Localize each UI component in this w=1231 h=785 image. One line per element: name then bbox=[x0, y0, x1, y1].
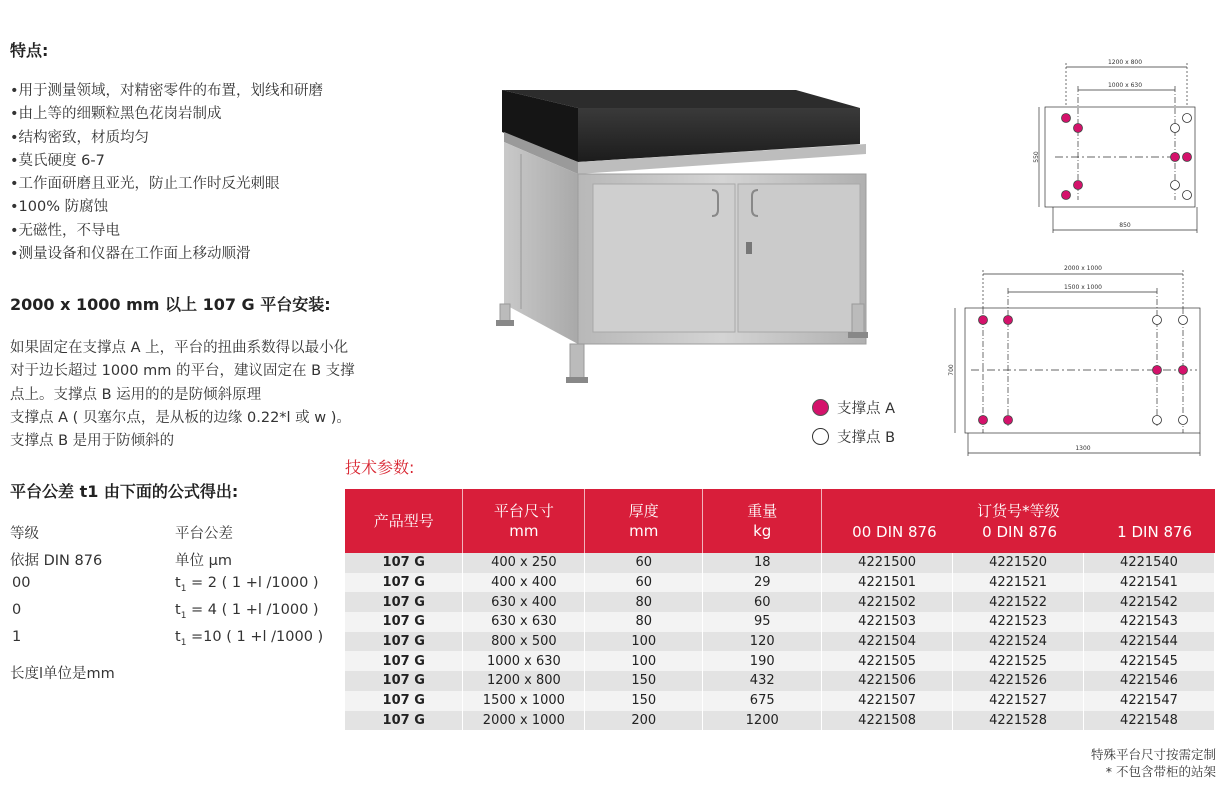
table-cell: 107 G bbox=[345, 711, 463, 731]
tolerance-head-standard: 依据 DIN 876 bbox=[10, 553, 103, 569]
table-cell: 4221525 bbox=[953, 651, 1084, 671]
table-cell: 630 x 400 bbox=[463, 592, 585, 612]
install-line: 对于边长超过 1000 mm 的平台，建议固定在 B 支撑 bbox=[10, 363, 355, 380]
table-cell: 4221502 bbox=[822, 592, 953, 612]
install-text bbox=[10, 337, 400, 453]
table-cell: 4221503 bbox=[822, 612, 953, 632]
table-cell: 80 bbox=[585, 592, 703, 612]
table-row bbox=[345, 553, 1215, 573]
table-cell: 400 x 400 bbox=[463, 573, 585, 593]
legend-support-b bbox=[812, 426, 895, 447]
dim-bottom-label: 1300 bbox=[1075, 445, 1091, 452]
dim-height-label: 700 bbox=[948, 364, 955, 376]
table-cell: 4221545 bbox=[1084, 651, 1215, 671]
install-line: 支撑点 B 是用于防倾斜的 bbox=[10, 433, 175, 450]
table-cell: 60 bbox=[703, 592, 822, 612]
table-cell: 800 x 500 bbox=[463, 632, 585, 652]
custom-size-note: 特殊平台尺寸按需定制 bbox=[1090, 747, 1216, 762]
feature-item: •莫氏硬度 6-7 bbox=[10, 152, 105, 169]
table-cell: 4221505 bbox=[822, 651, 953, 671]
table-cell: 4221501 bbox=[822, 573, 953, 593]
table-cell: 4221521 bbox=[953, 573, 1084, 593]
table-cell: 4221527 bbox=[953, 691, 1084, 711]
features-list bbox=[10, 80, 323, 266]
table-cell: 150 bbox=[585, 671, 703, 691]
feature-item: •无磁性，不导电 bbox=[10, 222, 121, 239]
support-a-dot-icon bbox=[812, 399, 829, 416]
dim-outer-label: 2000 x 1000 bbox=[1064, 265, 1102, 272]
table-cell: 4221508 bbox=[822, 711, 953, 731]
table-cell: 18 bbox=[703, 553, 822, 573]
feature-item: •100% 防腐蚀 bbox=[10, 199, 109, 216]
table-cell: 107 G bbox=[345, 691, 463, 711]
legend-label: 支撑点 A bbox=[837, 401, 896, 417]
table-cell: 200 bbox=[585, 711, 703, 731]
tolerance-formula: $t_1 =10$ ( 1 +l /1000 ) bbox=[175, 629, 324, 648]
table-cell: 4221543 bbox=[1084, 612, 1215, 632]
table-cell: 4221523 bbox=[953, 612, 1084, 632]
table-cell: 1200 x 800 bbox=[463, 671, 585, 691]
table-row bbox=[345, 691, 1215, 711]
table-cell: 190 bbox=[703, 651, 822, 671]
dim-height-label: 550 bbox=[1033, 151, 1040, 163]
tolerance-title: 平台公差 t1 由下面的公式得出: bbox=[10, 482, 239, 501]
table-row bbox=[345, 592, 1215, 612]
table-row bbox=[345, 711, 1215, 731]
feature-item: •结构密致，材质均匀 bbox=[10, 129, 150, 146]
table-cell: 4221506 bbox=[822, 671, 953, 691]
table-cell: 107 G bbox=[345, 573, 463, 593]
table-row bbox=[345, 671, 1215, 691]
header-thickness: 厚度 mm bbox=[585, 489, 703, 553]
install-title: 2000 x 1000 mm 以上 107 G 平台安装: bbox=[10, 295, 331, 314]
feature-item: •用于测量领域，对精密零件的布置，划线和研磨 bbox=[10, 83, 324, 99]
header-order-number bbox=[822, 489, 1215, 553]
table-cell: 4221507 bbox=[822, 691, 953, 711]
table-cell: 107 G bbox=[345, 632, 463, 652]
table-cell: 100 bbox=[585, 651, 703, 671]
features-title: 特点: bbox=[10, 41, 49, 60]
tech-title: 技术参数: bbox=[345, 458, 415, 477]
install-line: 点上。支撑点 B 运用的的是防倾斜原理 bbox=[10, 386, 262, 403]
install-line: 如果固定在支撑点 A 上，平台的扭曲系数得以最小化 bbox=[10, 340, 349, 356]
table-cell: 4221547 bbox=[1084, 691, 1215, 711]
table-cell: 80 bbox=[585, 612, 703, 632]
tolerance-grade: 1 bbox=[12, 629, 22, 645]
table-cell: 107 G bbox=[345, 592, 463, 612]
tolerance-head-unit: 单位 µm bbox=[175, 553, 232, 569]
tolerance-head-grade: 等级 bbox=[10, 526, 39, 542]
table-cell: 120 bbox=[703, 632, 822, 652]
support-b-dot-icon bbox=[812, 428, 829, 445]
feature-item: •由上等的细颗粒黑色花岗岩制成 bbox=[10, 106, 222, 123]
table-cell: 4221542 bbox=[1084, 592, 1215, 612]
table-cell: 1000 x 630 bbox=[463, 651, 585, 671]
table-row bbox=[345, 573, 1215, 593]
table-cell: 107 G bbox=[345, 553, 463, 573]
tolerance-formula: $t_1 = 4$ ( 1 +l /1000 ) bbox=[175, 602, 319, 621]
spec-table bbox=[345, 489, 1215, 730]
table-cell: 107 G bbox=[345, 651, 463, 671]
table-cell: 100 bbox=[585, 632, 703, 652]
stand-excluded-note: * 不包含带柜的站架 bbox=[1105, 764, 1216, 779]
table-cell: 4221520 bbox=[953, 553, 1084, 573]
table-cell: 630 x 630 bbox=[463, 612, 585, 632]
support-diagram-small bbox=[1025, 55, 1205, 235]
table-cell: 60 bbox=[585, 573, 703, 593]
grade-1-label: 1 DIN 876 bbox=[1117, 523, 1193, 541]
table-cell: 29 bbox=[703, 573, 822, 593]
header-size: 平台尺寸 mm bbox=[463, 489, 585, 553]
support-diagram-large bbox=[935, 260, 1205, 460]
feature-item: •工作面研磨且亚光，防止工作时反光刺眼 bbox=[10, 176, 280, 193]
tolerance-grade: 0 bbox=[12, 602, 22, 618]
table-cell: 4221544 bbox=[1084, 632, 1215, 652]
table-cell: 4221540 bbox=[1084, 553, 1215, 573]
legend-support-a bbox=[812, 397, 895, 418]
table-cell: 4221522 bbox=[953, 592, 1084, 612]
table-cell: 107 G bbox=[345, 671, 463, 691]
header-weight: 重量 kg bbox=[703, 489, 822, 553]
dim-outer-label: 1200 x 800 bbox=[1107, 59, 1143, 66]
dim-bottom-label: 850 bbox=[1119, 222, 1131, 229]
table-cell: 4221524 bbox=[953, 632, 1084, 652]
dim-inner-label: 1500 x 1000 bbox=[1064, 284, 1102, 291]
feature-item: •测量设备和仪器在工作面上移动顺滑 bbox=[10, 246, 251, 263]
tolerance-head-value: 平台公差 bbox=[175, 526, 233, 542]
dim-inner-label: 1000 x 630 bbox=[1107, 82, 1143, 89]
table-cell: 4221526 bbox=[953, 671, 1084, 691]
tolerance-grade: 00 bbox=[12, 575, 31, 591]
table-cell: 150 bbox=[585, 691, 703, 711]
table-cell: 4221504 bbox=[822, 632, 953, 652]
table-cell: 2000 x 1000 bbox=[463, 711, 585, 731]
table-row bbox=[345, 651, 1215, 671]
table-cell: 4221546 bbox=[1084, 671, 1215, 691]
table-cell: 107 G bbox=[345, 612, 463, 632]
table-cell: 95 bbox=[703, 612, 822, 632]
install-line: 支撑点 A ( 贝塞尔点，是从板的边缘 0.22*l 或 w )。 bbox=[10, 409, 351, 426]
table-row bbox=[345, 612, 1215, 632]
order-title: 订货号*等级 bbox=[977, 502, 1060, 520]
table-cell: 4221548 bbox=[1084, 711, 1215, 731]
table-cell: 432 bbox=[703, 671, 822, 691]
table-cell: 4221541 bbox=[1084, 573, 1215, 593]
grade-00-label: 00 DIN 876 bbox=[852, 523, 937, 541]
table-row bbox=[345, 632, 1215, 652]
table-cell: 400 x 250 bbox=[463, 553, 585, 573]
table-cell: 4221500 bbox=[822, 553, 953, 573]
tolerance-note: 长度l单位是mm bbox=[10, 666, 115, 682]
table-cell: 4221528 bbox=[953, 711, 1084, 731]
granite-plate-stand-image bbox=[496, 84, 878, 389]
table-cell: 60 bbox=[585, 553, 703, 573]
table-cell: 675 bbox=[703, 691, 822, 711]
table-cell: 1200 bbox=[703, 711, 822, 731]
table-cell: 1500 x 1000 bbox=[463, 691, 585, 711]
legend-label: 支撑点 B bbox=[837, 430, 896, 446]
tolerance-formula: $t_1 = 2$ ( 1 +l /1000 ) bbox=[175, 575, 319, 594]
grade-0-label: 0 DIN 876 bbox=[982, 523, 1058, 541]
header-model: 产品型号 bbox=[345, 489, 463, 553]
